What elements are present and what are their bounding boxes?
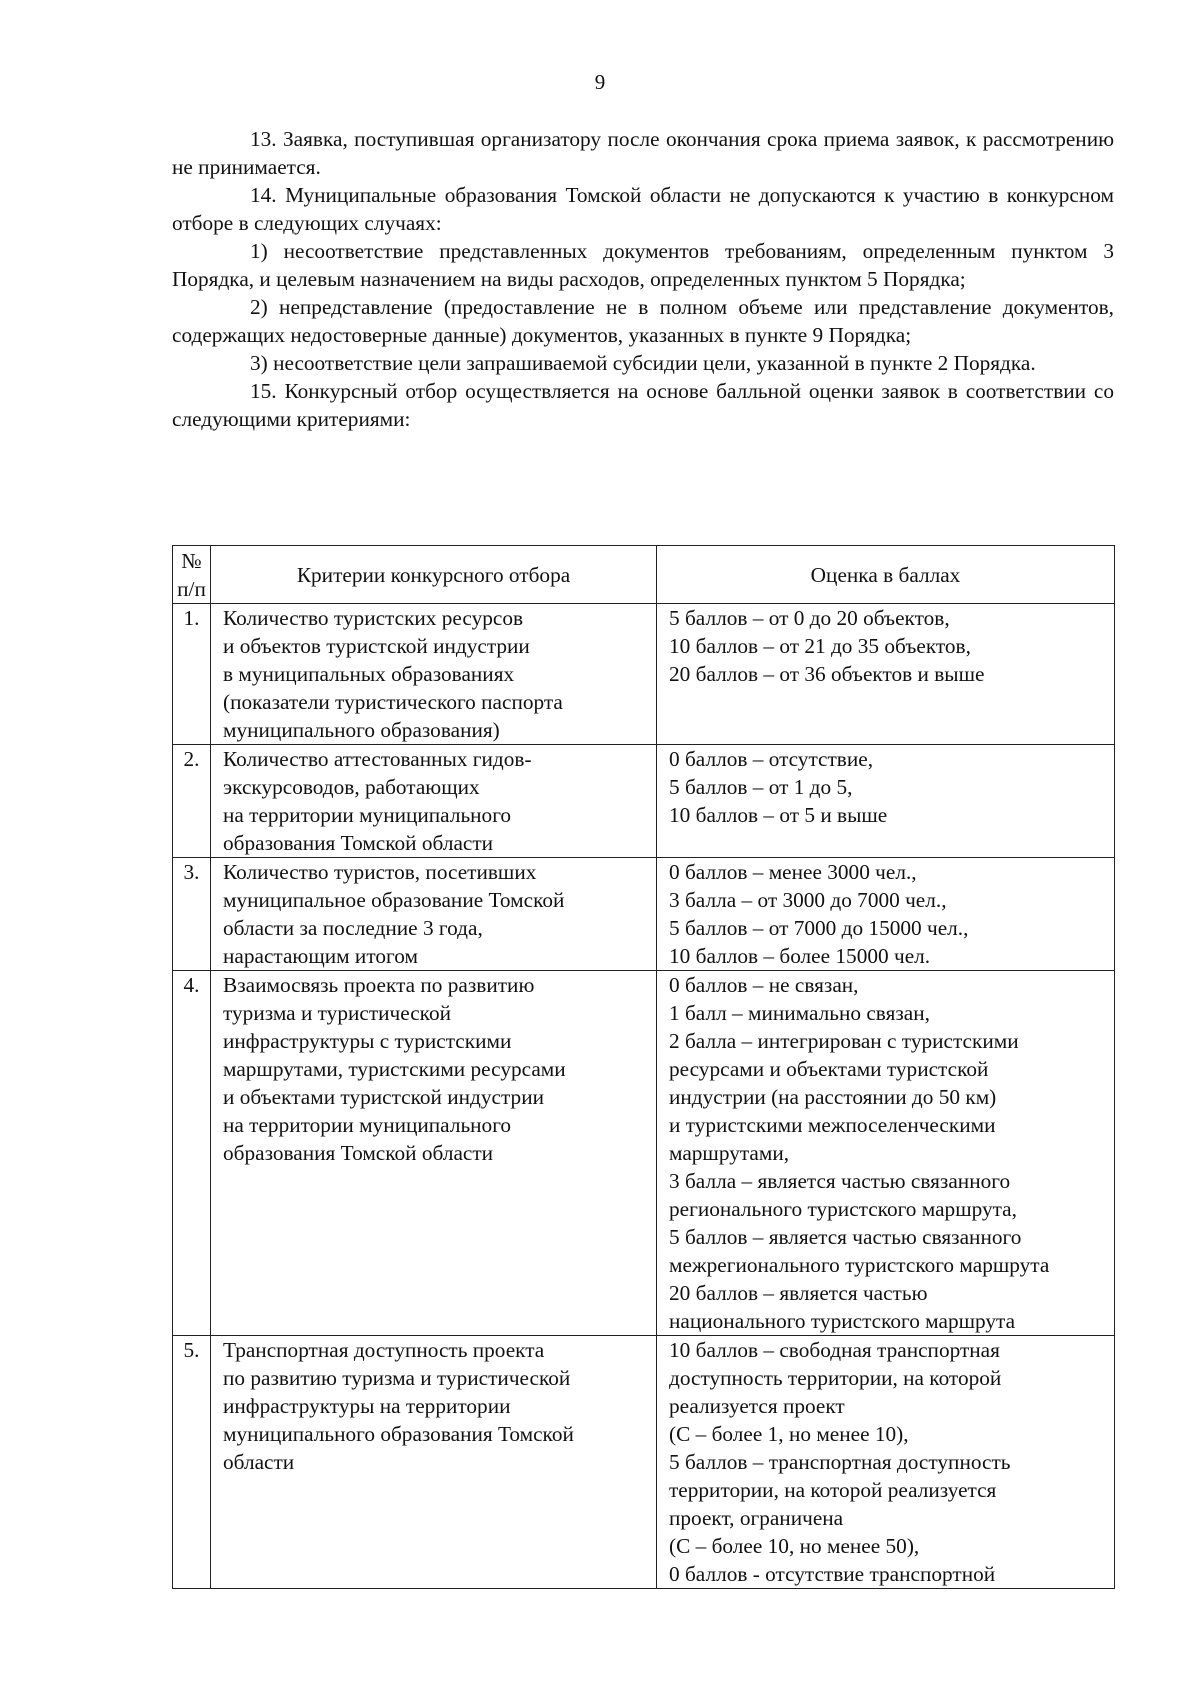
row-score: 5 баллов – от 0 до 20 объектов, 10 баллов – от 21 до 35 объектов, 20 баллов – от 36 объектов и выше [657,604,1115,745]
paragraph-14-item-3: 3) несоответствие цели запрашиваемой субсидии цели, указанной в пункте 2 Порядка. [250,351,1036,375]
table-row [173,1336,1115,1589]
row-criteria: Количество туристских ресурсов и объектов туристской индустрии в муниципальных образованиях (показатели туристического паспорта муниципального образования) [211,604,657,745]
table-row [173,858,1115,971]
table-header-row [173,546,1115,604]
body-text [172,125,1114,433]
header-criteria: Критерии конкурсного отбора [211,546,657,604]
table-row [173,745,1115,858]
paragraph-14-item-2: 2) непредставление (предоставление не в полном объеме или представление документов, содержащих недостоверные данные) документов, указанных в пункте 9 Порядка; [172,295,1114,347]
row-number: 2. [173,745,211,858]
paragraph-14: 14. Муниципальные образования Томской области не допускаются к участию в конкурсном отборе в следующих случаях: [172,183,1114,235]
paragraph-13: 13. Заявка, поступившая организатору после окончания срока приема заявок, к рассмотрению не принимается. [172,127,1114,179]
row-criteria: Взаимосвязь проекта по развитию туризма и туристической инфраструктуры с туристскими маршрутами, туристскими ресурсами и объектами туристской индустрии на территории муниципального образования Томской области [211,971,657,1336]
paragraph-14-item-1: 1) несоответствие представленных документов требованиям, определенным пунктом 3 Порядка, и целевым назначением на виды расходов, определенных пунктом 5 Порядка; [172,239,1114,291]
row-score: 10 баллов – свободная транспортная доступность территории, на которой реализуется проект (С – более 1, но менее 10), 5 баллов – транспортная доступность территории, на которой реализуется проект, ограничена (С – более 10, но менее 50), 0 баллов - отсутствие транспортной [657,1336,1115,1589]
row-criteria: Транспортная доступность проекта по развитию туризма и туристической инфраструктуры на территории муниципального образования Томской области [211,1336,657,1589]
row-number: 4. [173,971,211,1336]
criteria-table [172,545,1115,1589]
page-number: 9 [594,70,606,94]
criteria-table-wrapper [172,545,1114,1589]
row-number: 1. [173,604,211,745]
paragraph-15: 15. Конкурсный отбор осуществляется на основе балльной оценки заявок в соответствии со следующими критериями: [172,379,1114,431]
header-score: Оценка в баллах [657,546,1115,604]
table-row [173,971,1115,1336]
table-row [173,604,1115,745]
row-score: 0 баллов – менее 3000 чел., 3 балла – от 3000 до 7000 чел., 5 баллов – от 7000 до 15000 чел., 10 баллов – более 15000 чел. [657,858,1115,971]
row-number: 5. [173,1336,211,1589]
row-score: 0 баллов – не связан, 1 балл – минимально связан, 2 балла – интегрирован с туристскими ресурсами и объектами туристской индустрии (на расстоянии до 50 км) и туристскими межпоселенческими маршрутами, 3 балла – является частью связанного регионального туристского маршрута, 5 баллов – является частью связанного межрегионального туристского маршрута 20 баллов – является частью национального туристского маршрута [657,971,1115,1336]
row-criteria: Количество туристов, посетивших муниципальное образование Томской области за последние 3 года, нарастающим итогом [211,858,657,971]
row-criteria: Количество аттестованных гидов- экскурсоводов, работающих на территории муниципального образования Томской области [211,745,657,858]
header-number: № п/п [173,546,211,604]
row-number: 3. [173,858,211,971]
row-score: 0 баллов – отсутствие, 5 баллов – от 1 до 5, 10 баллов – от 5 и выше [657,745,1115,858]
